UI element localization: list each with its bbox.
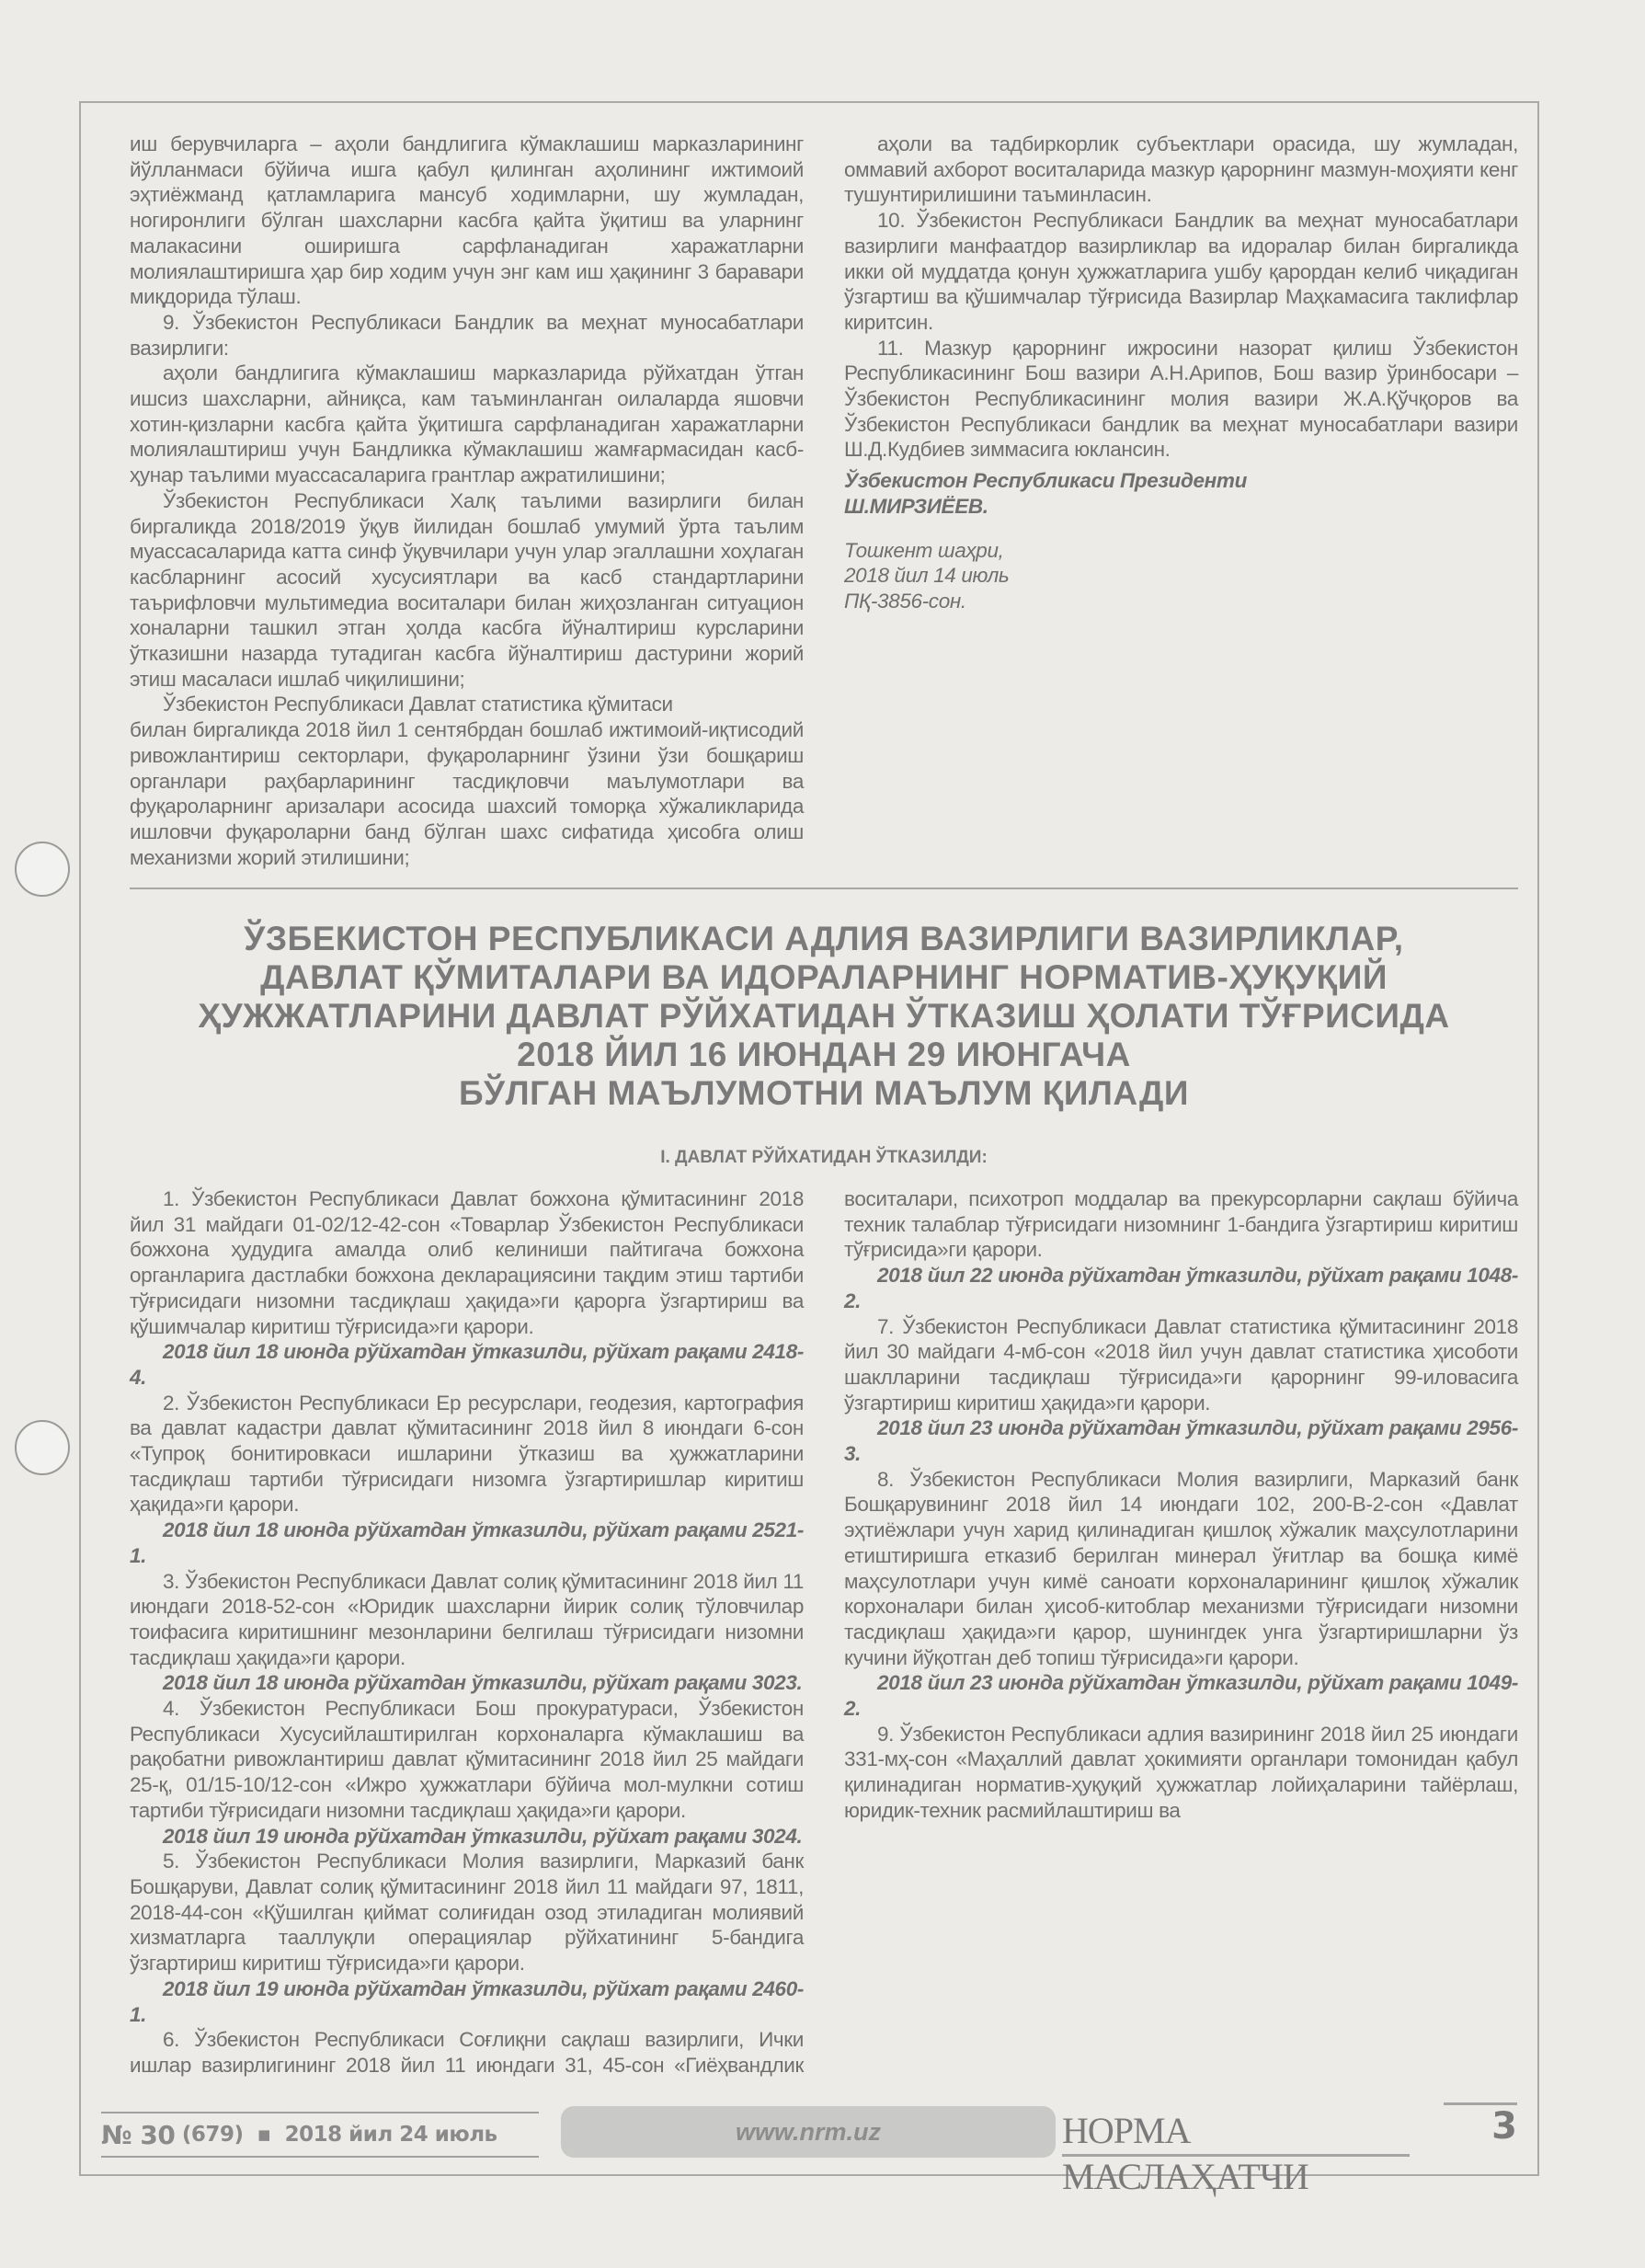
article-heading — [130, 920, 1518, 1113]
issue-number: № 30 — [101, 2119, 176, 2150]
section-divider — [130, 888, 1518, 889]
heading-line: 2018 ЙИЛ 16 ИЮНДАН 29 ИЮНГАЧА — [517, 1036, 1131, 1073]
list-item: 7. Ўзбекистон Республикаси Давлат статистика қўмитасининг 2018 йил 30 майдаги 4-мб-сон «2018 йил учун давлат статистика ҳисоботи шаклларини тасдиқлаш тўғрисида»ги қарорнинг 99-иловасига ўзгартириш киритиш ҳақида»ги қарори. — [844, 1314, 1518, 1415]
issue-total: (679) — [181, 2123, 244, 2147]
registration-note: 2018 йил 18 июнда рўйхатдан ўтказилди, рўйхат рақами 3023. — [163, 1671, 803, 1695]
section-subheading: I. ДАВЛАТ РЎЙХАТИДАН ЎТКАЗИЛДИ: — [660, 1148, 988, 1167]
decree-continuation — [130, 132, 1518, 878]
list-item: 5. Ўзбекистон Республикаси Молия вазирлиги, Марказий банк Бошқаруви, Давлат солиқ қўмитасининг 2018 йил 11 майдаги 97, 1811, 2018-44-сон «Қўшилган қиймат солиғидан озод этиладиган молиявий хизматларга тааллуқли операциялар рўйхатининг 5-бандига ўзгартириш киритиш тўғрисида»ги қарори. — [130, 1850, 804, 1976]
list-item: 1. Ўзбекистон Республикаси Давлат божхона қўмитасининг 2018 йил 31 майдаги 01-02/12-42-сон «Товарлар Ўзбекистон Республикаси божхона ҳудудига амалда олиб келиниши пайтигача божхона органларига дастлабки божхона декларациясини тақдим этиш тартиби тўғрисидаги низомни тасдиқлаш ҳақида»ги қарорга ўзгартириш ва қўшимчалар киритиш тўғрисида»ги қарори. — [130, 1187, 804, 1338]
issue-info — [101, 2112, 539, 2158]
heading-line: ЎЗБЕКИСТОН РЕСПУБЛИКАСИ АДЛИЯ ВАЗИРЛИГИ ВАЗИРЛИКЛАР, — [244, 920, 1404, 957]
registration-note: 2018 йил 19 июнда рўйхатдан ўтказилди, рўйхат рақами 2460-1. — [130, 1976, 804, 2026]
issue-date: 2018 йил 24 июль — [284, 2123, 497, 2147]
registration-note: 2018 йил 18 июнда рўйхатдан ўтказилди, рўйхат рақами 2418-4. — [130, 1340, 804, 1389]
binder-hole-icon — [15, 1420, 70, 1475]
paragraph: 11. Мазкур қарорнинг ижросини назорат қилиш Ўзбекистон Республикасининг Бош вазири А.Н.Арипов, Бош вазир ўринбосари – Ўзбекистон Республикасининг молия вазири Ж.А.Қўчқоров ва Ўзбекистон Республикаси бандлик ва меҳнат муносабатлари вазири Ш.Д.Кудбиев зиммасига юклансин. — [844, 336, 1518, 462]
signature-name: Ш.МИРЗИЁЕВ. — [844, 494, 988, 518]
paragraph: Ўзбекистон Республикаси Халқ таълими вазирлиги билан биргаликда 2018/2019 ўқув йилидан бошлаб умумий ўрта таълим муассасаларида катта синф ўқувчилари учун улар эгаллашни хоҳлаган касбларнинг асосий хусусиятлари ва касб стандартларини таърифловчи мультимедиа воситалари билан жиҳозланган ситуацион хоналарни ташкил этган ҳолда касбга йўналтириш курсларини ўтказишни назарда тутадиган касбга йўналтириш дастурини жорий этиш масаласи ишлаб чиқилишини; — [130, 488, 804, 691]
decree-number: ПҚ-3856-сон. — [844, 589, 966, 613]
list-item: 9. Ўзбекистон Республикаси адлия вазирининг 2018 йил 25 июндаги 331-мҳ-сон «Маҳаллий давлат ҳокимияти органлари томонидан қабул қилинадиган норматив-ҳуқуқий ҳужжатлар лойиҳаларини тайёрлаш, юридик-техник расмийлаштириш ва — [844, 1722, 1518, 1822]
binder-hole-icon — [15, 842, 70, 897]
heading-line: БЎЛГАН МАЪЛУМОТНИ МАЪЛУМ ҚИЛАДИ — [459, 1074, 1189, 1112]
registration-note: 2018 йил 23 июнда рўйхатдан ўтказилди, рўйхат рақами 2956-3. — [844, 1416, 1518, 1466]
place: Тошкент шаҳри, — [844, 538, 1004, 562]
registration-note: 2018 йил 18 июнда рўйхатдан ўтказилди, рўйхат рақами 2521-1. — [130, 1518, 804, 1567]
bullet-icon: ▪ — [257, 2123, 271, 2147]
list-item: 3. Ўзбекистон Республикаси Давлат солиқ қўмитасининг 2018 йил 11 июндаги 2018-52-сон «Юридик шахсларни йирик солиқ тўловчилар тоифасига киритишнинг мезонларини белгилаш тўғрисидаги низомни тасдиқлаш ҳақида»ги қарори. — [130, 1569, 804, 1669]
list-item: 8. Ўзбекистон Республикаси Молия вазирлиги, Марказий банк Бошқарувининг 2018 йил 14 июндаги 102, 200-В-2-сон «Давлат эҳтиёжлари учун харид қилинадиган қишлоқ хўжалик маҳсулотларини етиштиришга етказиб берилган минерал ўғитлар ва бошқа кимё маҳсулотлари учун кимё саноати корхоналарининг қишлоқ хўжалик корхоналари билан ҳисоб-китоблар механизми тўғрисидаги низомни тасдиқлаш ҳақида»ги қарор, шунингдек унга ўзгартиришларни ўз кучини йўқотган деб топиш тўғрисида»ги қарори. — [844, 1467, 1518, 1669]
registration-note: 2018 йил 23 июнда рўйхатдан ўтказилди, рўйхат рақами 1049-2. — [844, 1671, 1518, 1721]
decree-date: 2018 йил 14 июль — [844, 564, 1010, 588]
registration-list — [130, 1186, 1518, 2092]
paragraph: аҳоли ва тадбиркорлик субъектлари орасида, шу жумладан, оммавий ахборот воситаларида мазкур қарорнинг мазмун-моҳияти кенг тушунтирилишини таъминласин. — [844, 132, 1518, 207]
list-item: 2. Ўзбекистон Республикаси Ер ресурслари, геодезия, картография ва давлат кадастри давлат қўмитасининг 2018 йил 8 июндаги 6-сон «Тупроқ бонитировкаси ишларини ўтказиш ва ҳужжатларини тасдиқлаш тартиби тўғрисидаги низомга ўзгартиришлар киритиш ҳақида»ги қарори. — [130, 1391, 804, 1517]
paragraph: билан биргаликда 2018 йил 1 сентябрдан бошлаб ижтимоий-иқтисодий ривожлантириш секторлари, фуқароларнинг ўзини ўзи бошқариш органлари раҳбарларининг тасдиқловчи маълумотлари ва фуқароларнинг аризалари асосида шахсий томорқа хўжаликларида ишловчи фуқароларни банд бўлган шахс сифатида ҳисобга олиш механизми жорий этилишини; — [130, 718, 804, 869]
registration-note: 2018 йил 22 июнда рўйхатдан ўтказилди, рўйхат рақами 1048-2. — [844, 1264, 1518, 1312]
heading-line: ДАВЛАТ ҚЎМИТАЛАРИ ВА ИДОРАЛАРНИНГ НОРМАТИВ-ҲУҚУҚИЙ — [260, 958, 1388, 996]
paragraph: 9. Ўзбекистон Республикаси Бандлик ва меҳнат муносабатлари вазирлиги: — [130, 310, 804, 360]
paragraph: 10. Ўзбекистон Республикаси Бандлик ва меҳнат муносабатлари вазирлиги манфаатдор вазирликлар ва идоралар билан биргаликда икки ой муддатда қонун ҳужжатларига ушбу қарордан келиб чиқадиган ўзгартиш ва қўшимчалар тўғрисида Вазирлар Маҳкамасига таклифлар киритсин. — [844, 209, 1518, 334]
signature-title: Ўзбекистон Республикаси Президенти — [844, 469, 1247, 493]
paragraph: аҳоли бандлигига кўмаклашиш марказларида рўйхатдан ўтган ишсиз шахсларни, айниқса, кам таъминланган оилаларда яшовчи хотин-қизларни касбга қайта ўқитишга сарфланадиган харажатларни молиялаштириш учун Бандликка кўмаклашиш жамғармасидан касб-ҳунар таълими муассасаларига грантлар ажратилишини; — [130, 361, 804, 487]
paragraph: иш берувчиларга – аҳоли бандлигига кўмаклашиш марказларининг йўлланмаси бўйича ишга қабул қилинган аҳолининг ижтимоий эҳтиёжманд қатламларига мансуб ходимларни, шу жумладан, ногиронлиги бўлган шахсларни касбга қайта ўқитиш ва уларнинг малакасини оширишга сарфланадиган харажатларни молиялаштиришга ҳар бир ходим учун энг кам иш ҳақининг 3 баравари миқдорида тўлаш. — [130, 132, 804, 309]
page-number: 3 — [1444, 2102, 1517, 2157]
heading-line: ҲУЖЖАТЛАРИНИ ДАВЛАТ РЎЙХАТИДАН ЎТКАЗИШ ҲОЛАТИ ТЎҒРИСИДА — [198, 997, 1450, 1035]
list-item: 4. Ўзбекистон Республикаси Бош прокуратураси, Ўзбекистон Республикаси Хусусийлаштирилган корхоналарга кўмаклашиш ва рақобатни ривожлантириш давлат қўмитасининг 2018 йил 25 майдаги 25-қ, 01/15-10/12-сон «Ижро ҳужжатлари бўйича мол-мулкни сотиш тартиби тўғрисидаги низомни тасдиқлаш ҳақида»ги қарори. — [130, 1697, 804, 1822]
registration-note: 2018 йил 19 июнда рўйхатдан ўтказилди, рўйхат рақами 3024. — [163, 1824, 803, 1848]
website-link[interactable]: www.nrm.uz — [561, 2106, 1056, 2158]
publication-name: НОРМА МАСЛАҲАТЧИ — [1062, 2108, 1410, 2157]
list-item: 6. Ўзбекистон Республикаси Соғлиқни сақлаш вазирлиги, Ички ишлар вазирлигининг 2018 йил 11 июндаги 31, 45-сон «Гиёҳвандлик воситалари, психотроп моддалар ва прекурсорларни сақлаш бўйича техник талаблар тўғрисидаги низомнинг 1-бандига ўзгартириш киритиш тўғрисида»ги қарори. — [130, 1187, 1518, 2077]
paragraph: Ўзбекистон Республикаси Давлат статистика қўмитаси — [163, 693, 673, 716]
